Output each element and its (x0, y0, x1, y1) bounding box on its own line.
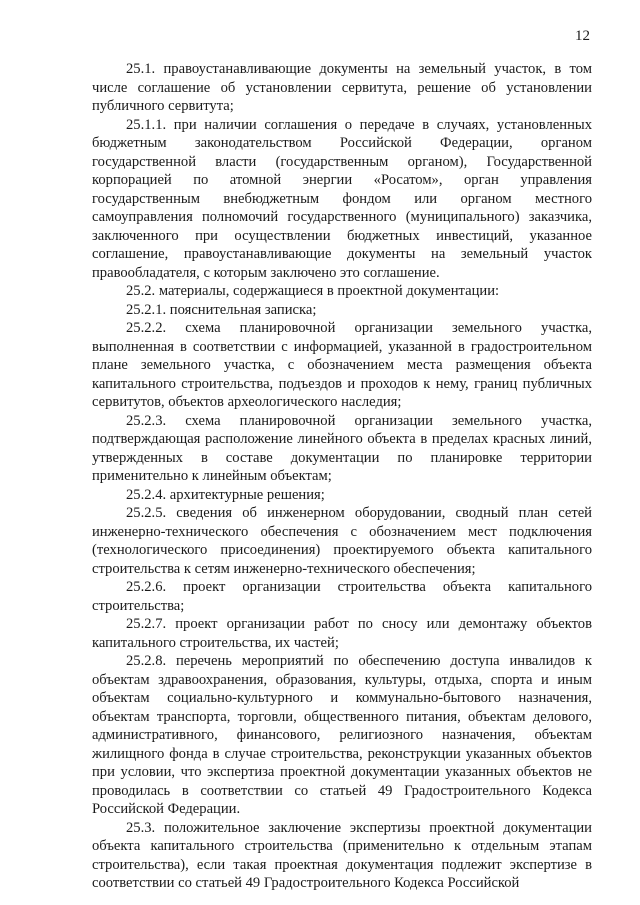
paragraph-25-2-7: 25.2.7. проект организации работ по сносу или демонтажу объектов капитального строительства, их частей; (92, 616, 592, 651)
paragraph-25-2-3: 25.2.3. схема планировочной организации земельного участка, подтверждающая расположение линейного объекта в пределах красных линий, утвержденных в составе документации по планировке территории применительно к линейным объектам; (92, 412, 592, 484)
paragraph-25-2: 25.2. материалы, содержащиеся в проектной документации: (126, 283, 500, 299)
paragraph-25-2-1: 25.2.1. пояснительная записка; (126, 301, 317, 318)
paragraph-25-2-2: 25.2.2. схема планировочной организации земельного участка, выполненная в соответствии с информацией, указанной в градостроительном плане земельного участка, с обозначением места размещения объекта капитального строительства, подъездов и проходов к нему, границ публичных сервитутов, объектов археологического наследия; (92, 320, 592, 410)
paragraph-25-2-6: 25.2.6. проект организации строительства объекта капитального строительства; (92, 579, 592, 614)
page-number: 12 (575, 28, 590, 44)
document-body (92, 60, 592, 893)
paragraph-25-2-8: 25.2.8. перечень мероприятий по обеспечению доступа инвалидов к объектам здравоохранения, образования, культуры, отдыха, спорта и иным объектам социально-культурного и коммунально-бытового назначения, объектам транспорта, торговли, общественного питания, объектам делового, административного, финансового, религиозного назначения, объектам жилищного фонда в случае строительства, реконструкции указанных объектов при условии, что экспертиза проектной документации указанных объектов не проводилась в соответствии со статьей 49 Градостроительного Кодекса Российской Федерации. (92, 653, 592, 817)
paragraph-25-3: 25.3. положительное заключение экспертизы проектной документации объекта капитального строительства (применительно к отдельным этапам строительства), если такая проектная документация подлежит экспертизе в соответствии со статьей 49 Градостроительного Кодекса Российской (92, 819, 592, 891)
paragraph-25-2-5: 25.2.5. сведения об инженерном оборудовании, сводный план сетей инженерно-технического обеспечения с обозначением мест подключения (технологического присоединения) проектируемого объекта капитального строительства к сетям инженерно-технического обеспечения; (92, 505, 592, 577)
paragraph-25-1: 25.1. правоустанавливающие документы на земельный участок, в том числе соглашение об установлении сервитута, решение об установлении публичного сервитута; (92, 61, 592, 114)
paragraph-25-1-1: 25.1.1. при наличии соглашения о передаче в случаях, установленных бюджетным законодательством Российской Федерации, органом государственной власти (государственным органом), Государственной корпорацией по атомной энергии «Росатом», орган управления государственным внебюджетным фондом или органом местного самоуправления полномочий государственного (муниципального) заказчика, заключенного при осуществлении бюджетных инвестиций, указанное соглашение, правоустанавливающие документы на земельный участок правообладателя, с которым заключено это соглашение. (92, 116, 592, 281)
paragraph-25-2-4: 25.2.4. архитектурные решения; (126, 486, 325, 503)
